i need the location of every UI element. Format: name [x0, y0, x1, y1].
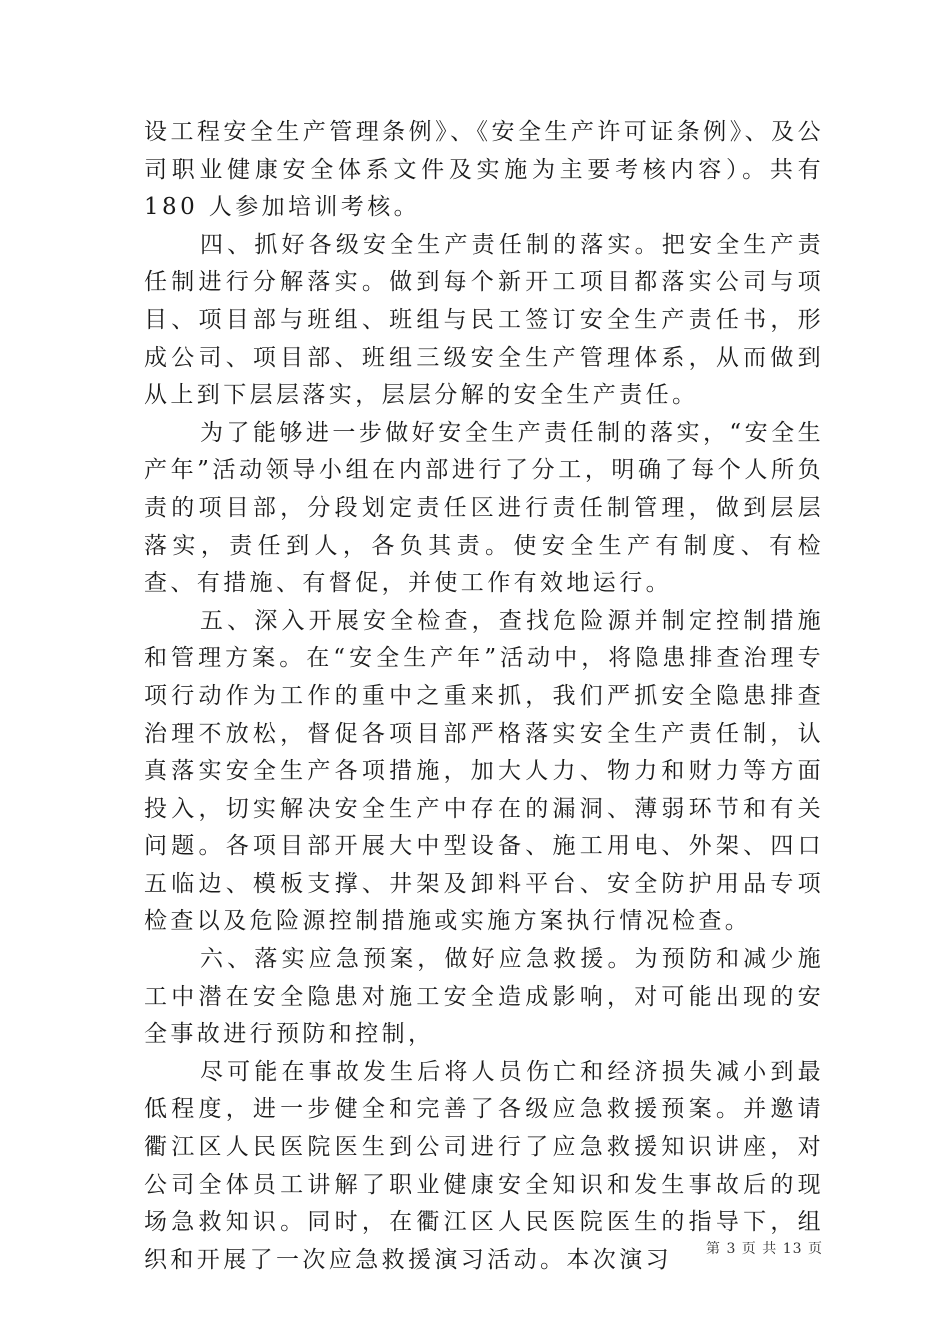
paragraph-emergency-drill: 尽可能在事故发生后将人员伤亡和经济损失减小到最低程度，进一步健全和完善了各级应急救援预案。并邀请衢江区人民医院医生到公司进行了应急救援知识讲座，对公司全体员工讲解了职业健康安全知识和发生事故后的现场急救知识。同时，在衢江区人民医院医生的指导下，组织和开展了一次应急救援演习活动。本次演习	[144, 1058, 824, 1273]
paragraph-section-5: 五、深入开展安全检查，查找危险源并制定控制措施和管理方案。在“安全生产年”活动中，将隐患排查治理专项行动作为工作的重中之重来抓，我们严抓安全隐患排查治理不放松，督促各项目部严格落实安全生产责任制，认真落实安全生产各项措施，加大人力、物力和财力等方面投入，切实解决安全生产中存在的漏洞、薄弱环节和有关问题。各项目部开展大中型设备、施工用电、外架、四口五临边、模板支撑、井架及卸料平台、安全防护用品专项检查以及危险源控制措施或实施方案执行情况检查。	[144, 607, 824, 935]
paragraph-section-4: 四、抓好各级安全生产责任制的落实。把安全生产责任制进行分解落实。做到每个新开工项目都落实公司与项目、项目部与班组、班组与民工签订安全生产责任书，形成公司、项目部、班组三级安全生产管理体系，从而做到从上到下层层落实，层层分解的安全生产责任。	[144, 231, 824, 409]
paragraph-training-continuation: 设工程安全生产管理条例》、《安全生产许可证条例》、及公司职业健康安全体系文件及实施为主要考核内容）。共有 180 人参加培训考核。	[144, 119, 824, 221]
paragraph-section-6: 六、落实应急预案，做好应急救援。为预防和减少施工中潜在安全隐患对施工安全造成影响，对可能出现的安全事故进行预防和控制，	[144, 946, 824, 1048]
document-body	[144, 114, 824, 1279]
paragraph-responsibility-division: 为了能够进一步做好安全生产责任制的落实，“安全生产年”活动领导小组在内部进行了分工，明确了每个人所负责的项目部，分段划定责任区进行责任制管理，做到层层落实，责任到人，各负其责。使安全生产有制度、有检查、有措施、有督促，并使工作有效地运行。	[144, 419, 824, 597]
page-number-footer: 第 3 页 共 13 页	[706, 1241, 823, 1257]
